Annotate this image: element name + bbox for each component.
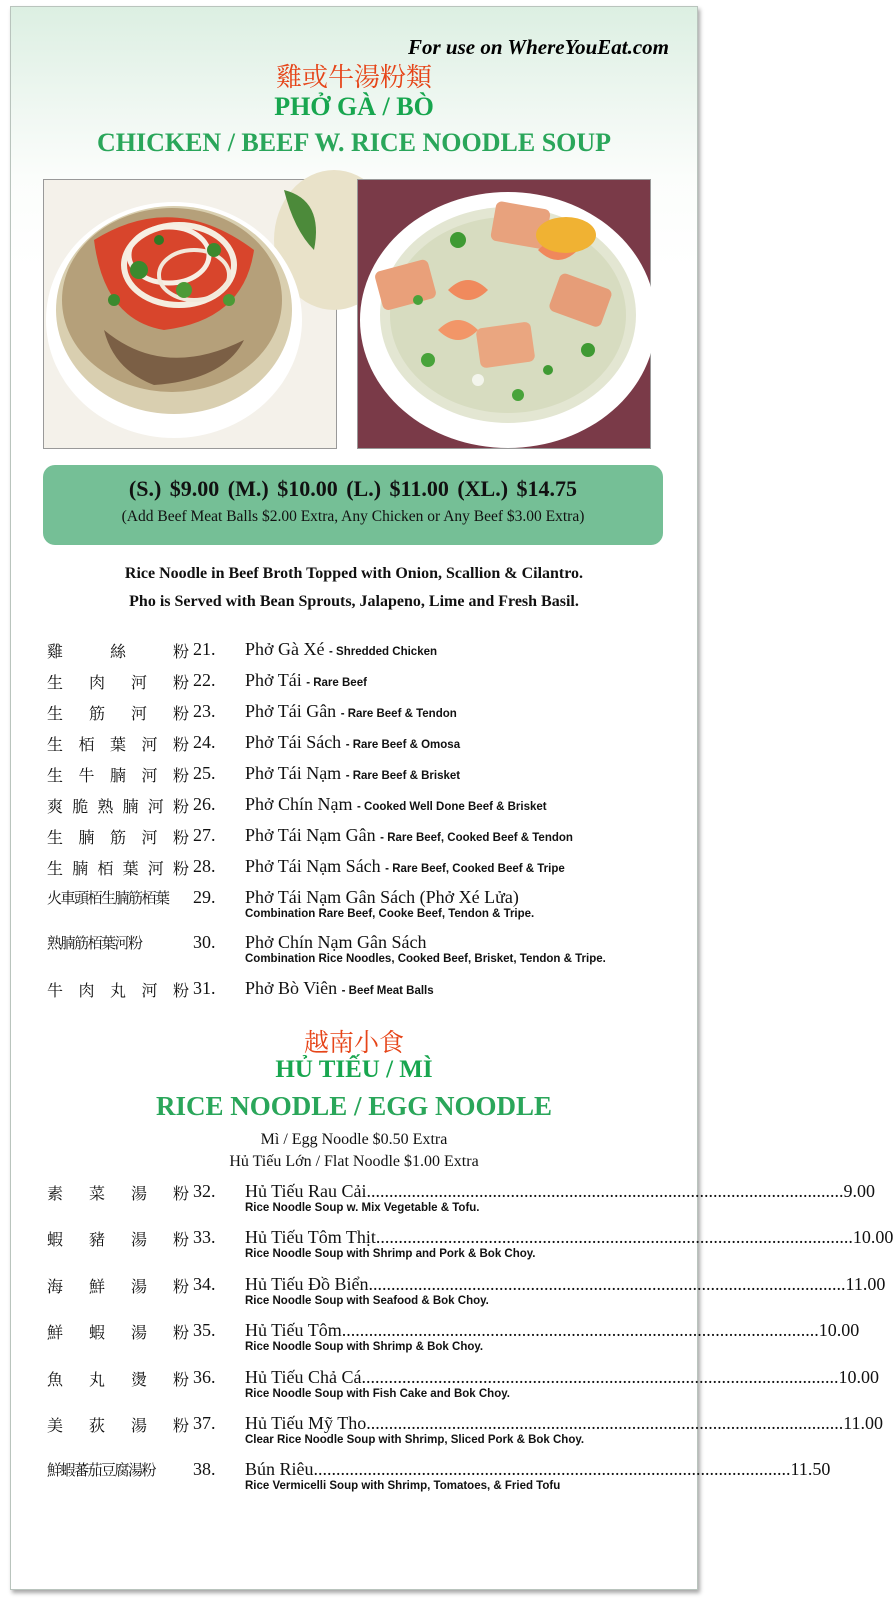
item-chinese-name: 火車頭栢生腩筋栢葉 — [47, 889, 169, 907]
item-chinese-name: 鮮蝦蕃茄豆腐湯粉 — [47, 1461, 156, 1479]
item-name: Phở Tái Nạm Gân - Rare Beef, Cooked Beef & Tendon — [245, 825, 573, 845]
item-chinese-name: 牛 肉 丸 河 粉 — [47, 981, 189, 1000]
item-description: Rice Noodle Soup with Seafood & Bok Choy. — [245, 1295, 489, 1307]
section-title-english: CHICKEN / BEEF W. RICE NOODLE SOUP — [96, 128, 612, 157]
item-number: 37. — [193, 1413, 216, 1433]
item-description: Rice Vermicelli Soup with Shrimp, Tomatoes, & Fried Tofu — [245, 1480, 561, 1492]
item-description: Rice Noodle Soup with Shrimp and Pork & Bok Choy. — [245, 1248, 536, 1260]
item-chinese-name: 魚 丸 燙 粉 — [47, 1370, 189, 1389]
item-chinese-name: 美 荻 湯 粉 — [47, 1416, 189, 1435]
item-chinese-name: 生 腩 筋 河 粉 — [47, 828, 189, 847]
item-number: 22. — [193, 670, 216, 690]
item-number: 38. — [193, 1459, 216, 1479]
item-chinese-name: 爽 脆 熟 腩 河 粉 — [47, 797, 189, 816]
item-description: Combination Rare Beef, Cooke Beef, Tendon & Tripe. — [245, 908, 535, 920]
item-number: 27. — [193, 825, 216, 845]
price-box — [43, 465, 663, 545]
item-chinese-name: 生 栢 葉 河 粉 — [47, 735, 189, 754]
item-chinese-name: 海 鮮 湯 粉 — [47, 1277, 189, 1296]
item-price: 10.00 — [818, 1320, 860, 1340]
size-prices: (S.) $9.00 (M.) $10.00 (L.) $11.00 (XL.) $14.75 — [128, 476, 578, 501]
item-number: 28. — [193, 856, 216, 876]
egg-noodle-extra: Mì / Egg Noodle $0.50 Extra — [260, 1131, 448, 1148]
item-number: 31. — [193, 978, 216, 998]
extra-prices-note: (Add Beef Meat Balls $2.00 Extra, Any Chicken or Any Beef $3.00 Extra) — [121, 508, 585, 525]
item-chinese-name: 蝦 豬 湯 粉 — [47, 1230, 189, 1249]
hu-tieu-photo — [357, 179, 651, 449]
item-chinese-name: 生 筋 河 粉 — [47, 704, 189, 723]
item-name: Hủ Tiếu Chả Cá .......................................................................................................... 10.00 — [245, 1367, 880, 1387]
item-name: Hủ Tiếu Đồ Biển .......................................................................................................... 11.00 — [245, 1274, 886, 1294]
item-chinese-name: 熟腩筋栢葉河粉 — [47, 934, 142, 952]
item-number: 23. — [193, 701, 216, 721]
item-chinese-name: 生 腩 栢 葉 河 粉 — [47, 859, 189, 878]
item-name: Phở Gà Xé - Shredded Chicken — [245, 639, 438, 659]
pho-photo — [43, 179, 337, 449]
item-number: 30. — [193, 932, 216, 952]
item-description: Rice Noodle Soup with Shrimp & Bok Choy. — [245, 1341, 484, 1353]
item-price: 10.00 — [838, 1367, 880, 1387]
description-line-2: Pho is Served with Bean Sprouts, Jalapeno, Lime and Fresh Basil. — [129, 593, 579, 610]
item-name: Phở Tái Nạm Gân Sách (Phở Xé Lửa) — [245, 887, 519, 907]
item-number: 29. — [193, 887, 216, 907]
section2-title-english: RICE NOODLE / EGG NOODLE — [155, 1091, 553, 1121]
item-description: Rice Noodle Soup w. Mix Vegetable & Tofu. — [245, 1202, 480, 1214]
item-name: Phở Tái Nạm - Rare Beef & Brisket — [245, 763, 461, 783]
item-name: Hủ Tiếu Mỹ Tho .......................................................................................................... 11.00 — [245, 1413, 884, 1433]
section2-title-chinese: 越南小食 — [303, 1028, 404, 1057]
item-name: Phở Tái - Rare Beef — [245, 670, 367, 690]
item-description: Combination Rice Noodles, Cooked Beef, Brisket, Tendon & Tripe. — [245, 953, 606, 965]
item-number: 35. — [193, 1320, 216, 1340]
item-name: Hủ Tiếu Rau Cải .......................................................................................................... 9.00 — [245, 1181, 876, 1201]
item-name: Phở Tái Sách - Rare Beef & Omosa — [245, 732, 461, 752]
item-price: 10.00 — [852, 1227, 893, 1247]
section2-title-vietnamese: HỦ TIẾU / MÌ — [275, 1056, 433, 1083]
item-name: Phở Chín Nạm Gân Sách — [245, 932, 427, 952]
item-number: 24. — [193, 732, 216, 752]
item-price: 11.50 — [790, 1459, 831, 1479]
section-title-vietnamese: PHỞ GÀ / BÒ — [274, 92, 434, 121]
item-name: Phở Chín Nạm - Cooked Well Done Beef & Brisket — [245, 794, 547, 814]
item-name: Phở Tái Gân - Rare Beef & Tendon — [245, 701, 457, 721]
flat-noodle-extra: Hủ Tiếu Lớn / Flat Noodle $1.00 Extra — [229, 1153, 479, 1170]
section-title-chinese: 雞或牛湯粉類 — [275, 63, 432, 93]
item-number: 21. — [193, 639, 216, 659]
item-description: Rice Noodle Soup with Fish Cake and Bok Choy. — [245, 1388, 510, 1400]
item-price: 11.00 — [845, 1274, 886, 1294]
item-chinese-name: 素 菜 湯 粉 — [47, 1184, 189, 1203]
item-number: 26. — [193, 794, 216, 814]
item-name: Hủ Tiếu Tôm .......................................................................................................... 10.00 — [245, 1320, 860, 1340]
item-number: 34. — [193, 1274, 216, 1294]
item-number: 32. — [193, 1181, 216, 1201]
item-name: Phở Tái Nạm Sách - Rare Beef, Cooked Beef & Tripe — [245, 856, 565, 876]
item-name: Hủ Tiếu Tôm Thịt .......................................................................................................... 10.00 — [245, 1227, 893, 1247]
item-number: 25. — [193, 763, 216, 783]
item-chinese-name: 鮮 蝦 湯 粉 — [47, 1323, 189, 1342]
item-price: 11.00 — [843, 1413, 884, 1433]
menu-page — [10, 6, 893, 1590]
item-number: 36. — [193, 1367, 216, 1387]
watermark: For use on WhereYouEat.com — [408, 35, 669, 59]
item-number: 33. — [193, 1227, 216, 1247]
item-chinese-name: 生 牛 腩 河 粉 — [47, 766, 189, 785]
description-line-1: Rice Noodle in Beef Broth Topped with Onion, Scallion & Cilantro. — [124, 565, 584, 582]
item-name: Bún Riêu .......................................................................................................... 11.50 — [245, 1459, 831, 1479]
item-name: Phở Bò Viên - Beef Meat Balls — [245, 978, 434, 998]
item-description: Clear Rice Noodle Soup with Shrimp, Sliced Pork & Bok Choy. — [245, 1434, 585, 1446]
item-price: 9.00 — [843, 1181, 876, 1201]
item-chinese-name: 雞 絲 粉 — [47, 642, 189, 661]
item-chinese-name: 生 肉 河 粉 — [47, 673, 189, 692]
